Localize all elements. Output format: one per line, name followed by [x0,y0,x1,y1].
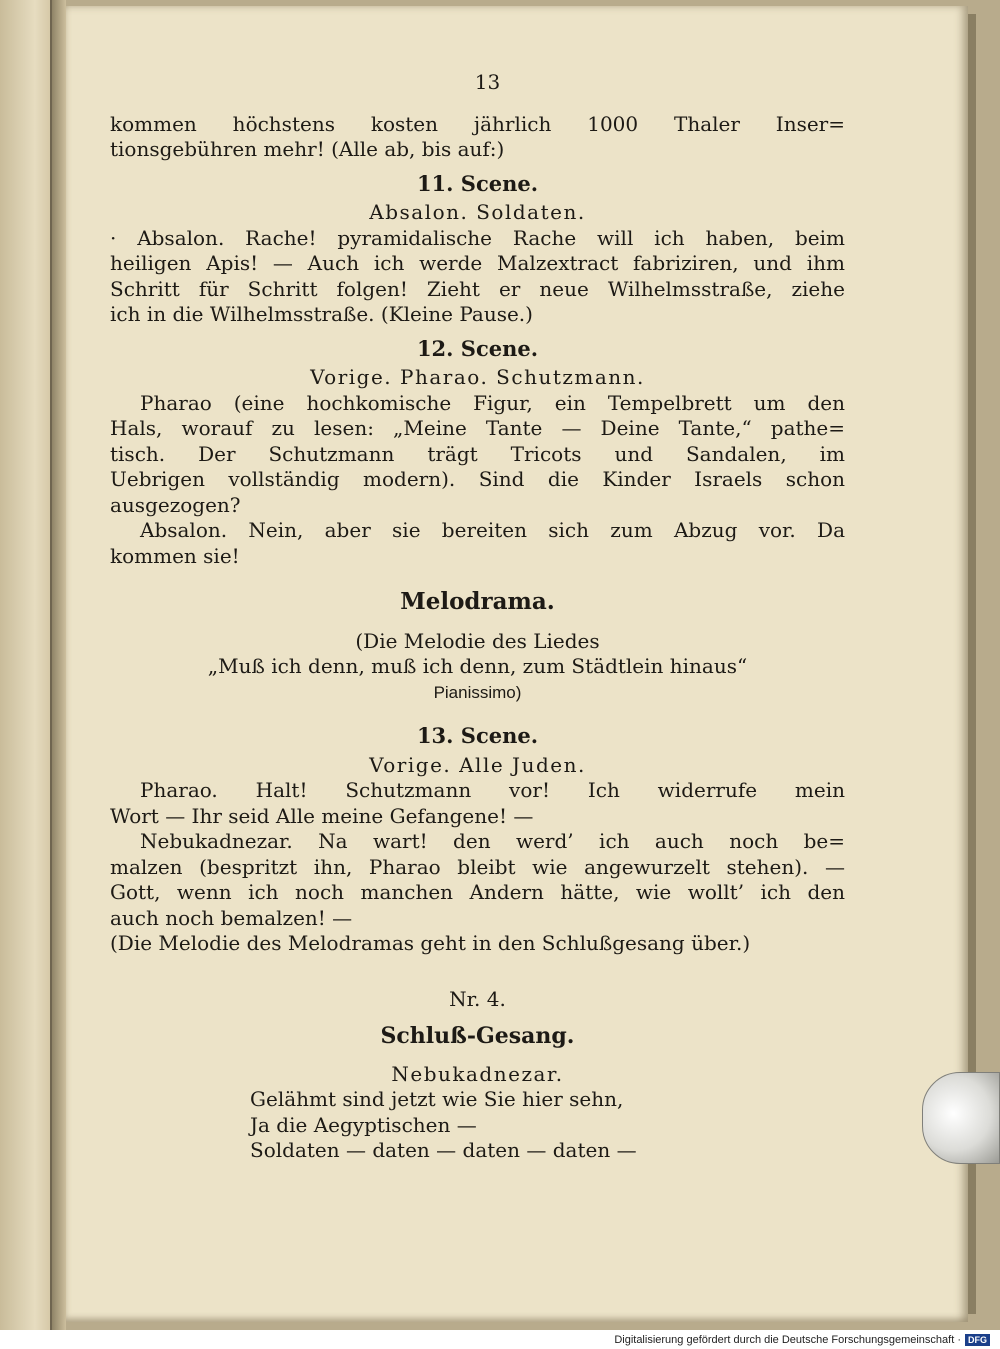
text-line: Nebukadnezar. Na wart! den werd’ ich auch noch be= [140,829,845,853]
text-line: Uebrigen vollständig modern). Sind die Kinder Israels schon [110,467,845,491]
text-line: Pharao (eine hochkomische Figur, ein Tempelbrett um den [140,390,845,415]
text-line: heiligen Apis! — Auch ich werde Malzextract fabriziren, und ihm [110,251,845,275]
text-line: (Die Melodie des Liedes [355,628,600,653]
scene-heading: 13. Scene. [416,723,539,748]
text-line: auch noch bemalzen! — [110,905,353,930]
footer-text: Digitalisierung gefördert durch die Deutsche Forschungsgemeinschaft · [614,1334,961,1346]
song-title: Schluß-Gesang. [380,1023,575,1049]
previous-page-edge [0,0,52,1330]
scene-heading: 11. Scene. [416,170,539,196]
scene-persons: Vorige. Pharao. Schutzmann. [310,365,645,389]
text-line: tionsgebühren mehr! (Alle ab, bis auf:) [110,137,505,161]
verse-line: Gelähmt sind jetzt wie Sie hier sehn, [250,1087,624,1111]
scene-persons: Vorige. Alle Juden. [369,752,586,777]
scene-heading: 12. Scene. [416,335,539,361]
page-text [110,70,845,1164]
text-line: Pharao. Halt! Schutzmann vor! Ich widerrufe mein [140,778,845,802]
song-speaker: Nebukadnezar. [391,1061,564,1086]
text-line: Wort — Ihr seid Alle meine Gefangene! — [110,803,534,828]
text-line: kommen sie! [110,543,240,568]
verse-line: Soldaten — daten — daten — daten — [250,1138,637,1162]
pianissimo-note: Pianissimo) [433,682,522,702]
scene-persons: Absalon. Soldaten. [369,200,586,224]
dfg-logo: DFG [965,1334,990,1346]
song-number: Nr. 4. [449,986,506,1011]
text-line: (Die Melodie des Melodramas geht in den Schlußgesang über.) [110,931,751,955]
text-line: kommen höchstens kosten jährlich 1000 Thaler Inser= [110,111,845,136]
melodrama-title: Melodrama. [400,588,555,615]
page-number: 13 [474,70,501,94]
digitization-footer [0,1332,990,1349]
text-line: tisch. Der Schutzmann trägt Tricots und Sandalen, im [110,441,845,466]
book-gutter [52,0,66,1330]
text-line: Absalon. Nein, aber sie bereiten sich zum Abzug vor. Da [140,518,845,542]
text-line: Hals, worauf zu lesen: „Meine Tante — Deine Tante,“ pathe= [110,416,845,440]
text-line: „Muß ich denn, muß ich denn, zum Städtlein hinaus“ [207,654,748,678]
text-line: Gott, wenn ich noch manchen Andern hätte, wie wollt’ ich den [110,880,845,904]
text-line: Schritt für Schritt folgen! Zieht er neue Wilhelmsstraße, ziehe [110,276,845,301]
text-line: · Absalon. Rache! pyramidalische Rache will ich haben, beim [110,225,845,250]
verse-line: Ja die Aegyptischen — [250,1112,477,1137]
text-line: malzen (bespritzt ihn, Pharao bleibt wie angewurzelt stehen). — [110,854,845,879]
text-line: ich in die Wilhelmsstraße. (Kleine Pause.) [110,302,533,326]
page-clip [922,1072,1000,1164]
text-line: ausgezogen? [110,492,241,517]
